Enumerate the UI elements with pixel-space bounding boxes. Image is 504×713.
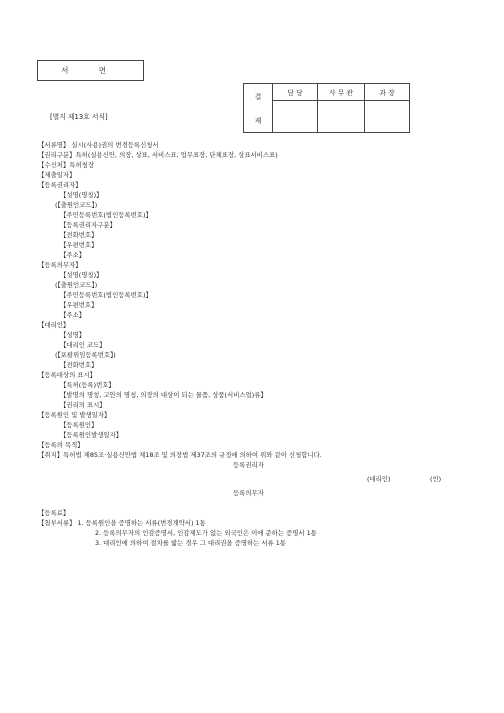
subject-title: 【발명의 명칭, 고안의 명칭, 의장의 대상이 되는 물품, 상품(서비스업)류】 [60,391,267,399]
obligor-applicant-code: (【출원인코드】) [55,281,98,289]
obligor-address: 【주소】 [60,311,86,319]
signature-seal: (인) [430,475,442,483]
form-number: [별지 제13호 서식] [50,113,108,121]
approval-label-bottom: 재 [254,117,262,125]
signature-registrant: 등록권리자 [233,461,264,469]
approval-label-cell [244,84,273,133]
approval-sign-officer [318,101,365,133]
agent-phone: 【전화번호】 [60,361,98,369]
field-registration-purpose: 【등록의 목적】 [38,441,84,449]
registrant-postal-code: 【우편번호】 [60,241,98,249]
signature-obligor: 등록의무자 [233,489,264,497]
approval-col-officer: 사 무 관 [318,84,365,101]
side-label-box [37,60,144,81]
field-agent: 【대리인】 [38,321,70,329]
registrant-type: 【등록권리자구분】 [60,221,116,229]
approval-label-top: 결 [254,93,262,101]
registrant-name: 【성명(명칭)】 [60,191,103,199]
approval-sign-staff [273,101,318,133]
side-label: 서 면 [61,66,120,75]
registrant-phone: 【전화번호】 [60,231,98,239]
agent-name: 【성명】 [60,331,86,339]
field-purport: 【취지】특허법 제85조·실용신안법 제18조 및 의장법 제37조의 규정에 의하여 위와 같이 신청합니다. [38,451,322,459]
field-registration-fee: 【등록료】 [38,509,70,517]
obligor-name: 【성명(명칭)】 [60,271,103,279]
field-recipient: 【수신처】특허청장 [38,161,94,169]
field-obligor: 【등록의무자】 [38,261,82,269]
subject-patent-number: 【특허(등록)번호】 [60,381,115,389]
obligor-postal-code: 【우편번호】 [60,301,98,309]
registrant-address: 【주소】 [60,251,86,259]
registrant-applicant-code: (【출원인코드】) [55,201,98,209]
obligor-id-number: 【주민등록번호(법인등록번호)】 [60,291,152,299]
attachment-1: 【첨부서류】 1. 등록원인을 증명하는 서류(변경계약서) 1통 [38,519,206,527]
agent-code: 【대리인 코드】 [60,341,106,349]
field-registration-subject: 【등록대상의 표시】 [38,371,97,379]
signature-agent: (대리인) [367,475,391,483]
approval-col-chief: 과 장 [365,84,410,101]
attachment-2: 2. 등록의무자의 인감증명서, 인감제도가 없는 외국인은 이에 준하는 증명서 1통 [95,529,317,537]
approval-sign-chief [365,101,410,133]
approval-table [243,83,410,133]
field-document-name: 【서류명】 실시(사용)권의 변경등록신청서 [38,141,159,149]
field-registrant: 【등록권리자】 [38,181,82,189]
approval-col-staff: 담 당 [273,84,318,101]
field-registration-cause-date: 【등록원인 및 발생일자】 [38,411,111,419]
registrant-id-number: 【주민등록번호(법인등록번호)】 [60,211,152,219]
agent-general-proxy-number: (【포괄위임등록번호】) [55,351,116,359]
field-submission-date: 【제출일자】 [38,171,76,179]
field-right-type: 【권리구분】특허(실용신안, 의장, 상표, 서비스표, 업무표장, 단체표장, 상표서비스표) [38,151,278,159]
registration-cause-date: 【등록원인발생일자】 [60,431,123,439]
subject-right-indication: 【권리의 표시】 [60,401,106,409]
attachment-3: 3. 대리인에 의하여 절차를 밟는 경우 그 대리권을 증명하는 서류 1통 [95,539,286,547]
registration-cause: 【등록원인】 [60,421,98,429]
